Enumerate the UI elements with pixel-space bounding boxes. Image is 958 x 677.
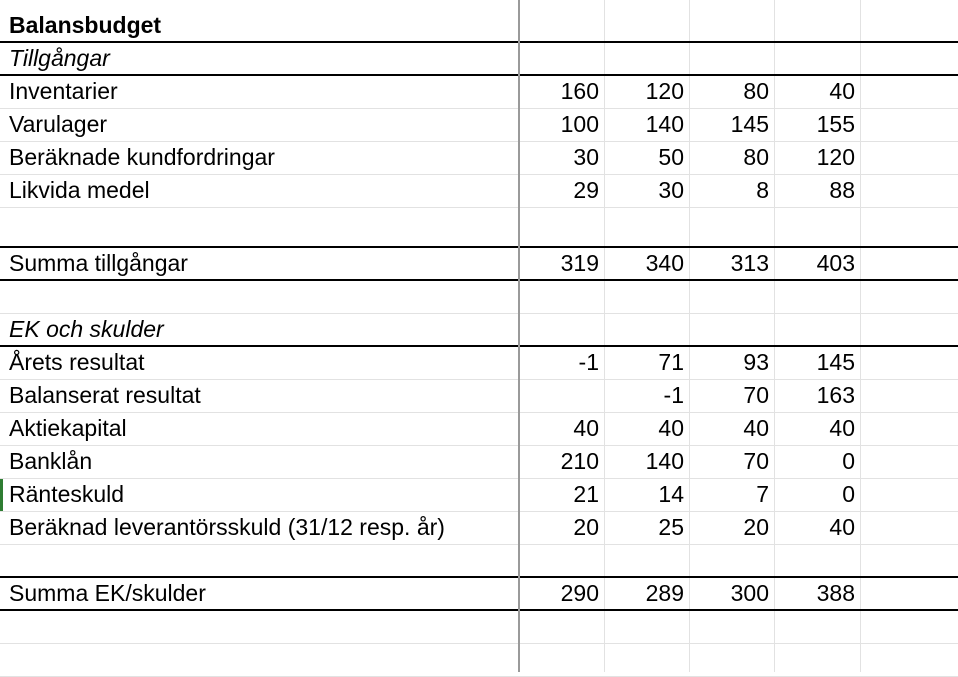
value-cell[interactable]: 160 [560,78,599,104]
row-label-cell[interactable]: Balanserat resultat [9,382,201,408]
table-row [0,380,958,413]
assets-header-cell[interactable]: Tillgångar [9,45,110,71]
empty-row [0,611,958,644]
liabilities-header-cell[interactable]: EK och skulder [9,316,164,342]
total-cell[interactable]: 340 [645,250,684,276]
value-cell[interactable]: 40 [658,415,684,441]
value-cell[interactable]: 29 [573,177,599,203]
value-cell[interactable]: 8 [756,177,769,203]
value-cell[interactable]: 155 [816,111,855,137]
assets-header-row [0,43,958,76]
total-cell[interactable]: 290 [560,580,599,606]
column-divider-main [518,0,520,672]
table-row [0,109,958,142]
row-label-cell[interactable]: Ränteskuld [9,481,125,507]
value-cell[interactable]: 7 [756,481,769,507]
value-cell[interactable]: 93 [743,349,769,375]
value-cell[interactable]: 70 [743,448,769,474]
value-cell[interactable]: 20 [573,514,599,540]
liabilities-total-row [0,578,958,611]
table-row [0,446,958,479]
value-cell[interactable]: 25 [658,514,684,540]
value-cell[interactable]: 30 [658,177,684,203]
value-cell[interactable]: 100 [560,111,599,137]
value-cell[interactable]: 14 [658,481,684,507]
value-cell[interactable]: 21 [573,481,599,507]
row-label-cell[interactable]: Beräknade kundfordringar [9,144,275,170]
value-cell[interactable]: 80 [743,78,769,104]
assets-total-row [0,248,958,281]
empty-row [0,644,958,677]
row-label-cell[interactable]: Inventarier [9,78,118,104]
table-row [0,347,958,380]
row-label-cell[interactable]: Summa EK/skulder [9,580,206,606]
liabilities-header-row [0,314,958,347]
value-cell[interactable]: 145 [816,349,855,375]
sheet-title-cell[interactable]: Balansbudget [9,12,162,38]
table-row [0,175,958,208]
empty-row [0,208,958,248]
value-cell[interactable]: 40 [829,78,855,104]
row-label-cell[interactable]: Aktiekapital [9,415,127,441]
value-cell[interactable]: -1 [578,349,599,375]
table-row [0,479,958,512]
value-cell[interactable]: 0 [842,481,855,507]
total-cell[interactable]: 313 [730,250,769,276]
value-cell[interactable]: 40 [829,415,855,441]
value-cell[interactable]: -1 [663,382,684,408]
value-cell[interactable]: 40 [743,415,769,441]
value-cell[interactable]: 145 [730,111,769,137]
value-cell[interactable]: 210 [560,448,599,474]
value-cell[interactable]: 120 [645,78,684,104]
table-row [0,142,958,175]
value-cell[interactable]: 70 [743,382,769,408]
row-label-cell[interactable]: Likvida medel [9,177,150,203]
total-cell[interactable]: 319 [560,250,599,276]
row-label-cell[interactable]: Summa tillgångar [9,250,188,276]
value-cell[interactable]: 80 [743,144,769,170]
value-cell[interactable]: 30 [573,144,599,170]
total-cell[interactable]: 289 [645,580,684,606]
table-row [0,512,958,545]
table-row [0,413,958,446]
value-cell[interactable]: 71 [658,349,684,375]
row-label-cell[interactable]: Banklån [9,448,93,474]
value-cell[interactable]: 40 [829,514,855,540]
value-cell[interactable]: 163 [816,382,855,408]
row-label-cell[interactable]: Årets resultat [9,349,145,375]
value-cell[interactable]: 88 [829,177,855,203]
value-cell[interactable]: 140 [645,448,684,474]
value-cell[interactable]: 120 [816,144,855,170]
total-cell[interactable]: 388 [816,580,855,606]
value-cell[interactable]: 0 [842,448,855,474]
table-row [0,76,958,109]
total-cell[interactable]: 403 [816,250,855,276]
value-cell[interactable]: 40 [573,415,599,441]
value-cell[interactable]: 20 [743,514,769,540]
value-cell[interactable] [519,380,604,412]
empty-row [0,545,958,578]
row-label-cell[interactable]: Beräknad leverantörsskuld (31/12 resp. år) [9,514,445,540]
value-cell[interactable]: 50 [658,144,684,170]
total-cell[interactable]: 300 [730,580,769,606]
empty-row [0,281,958,314]
value-cell[interactable]: 140 [645,111,684,137]
title-row [0,10,958,43]
row-label-cell[interactable]: Varulager [9,111,108,137]
